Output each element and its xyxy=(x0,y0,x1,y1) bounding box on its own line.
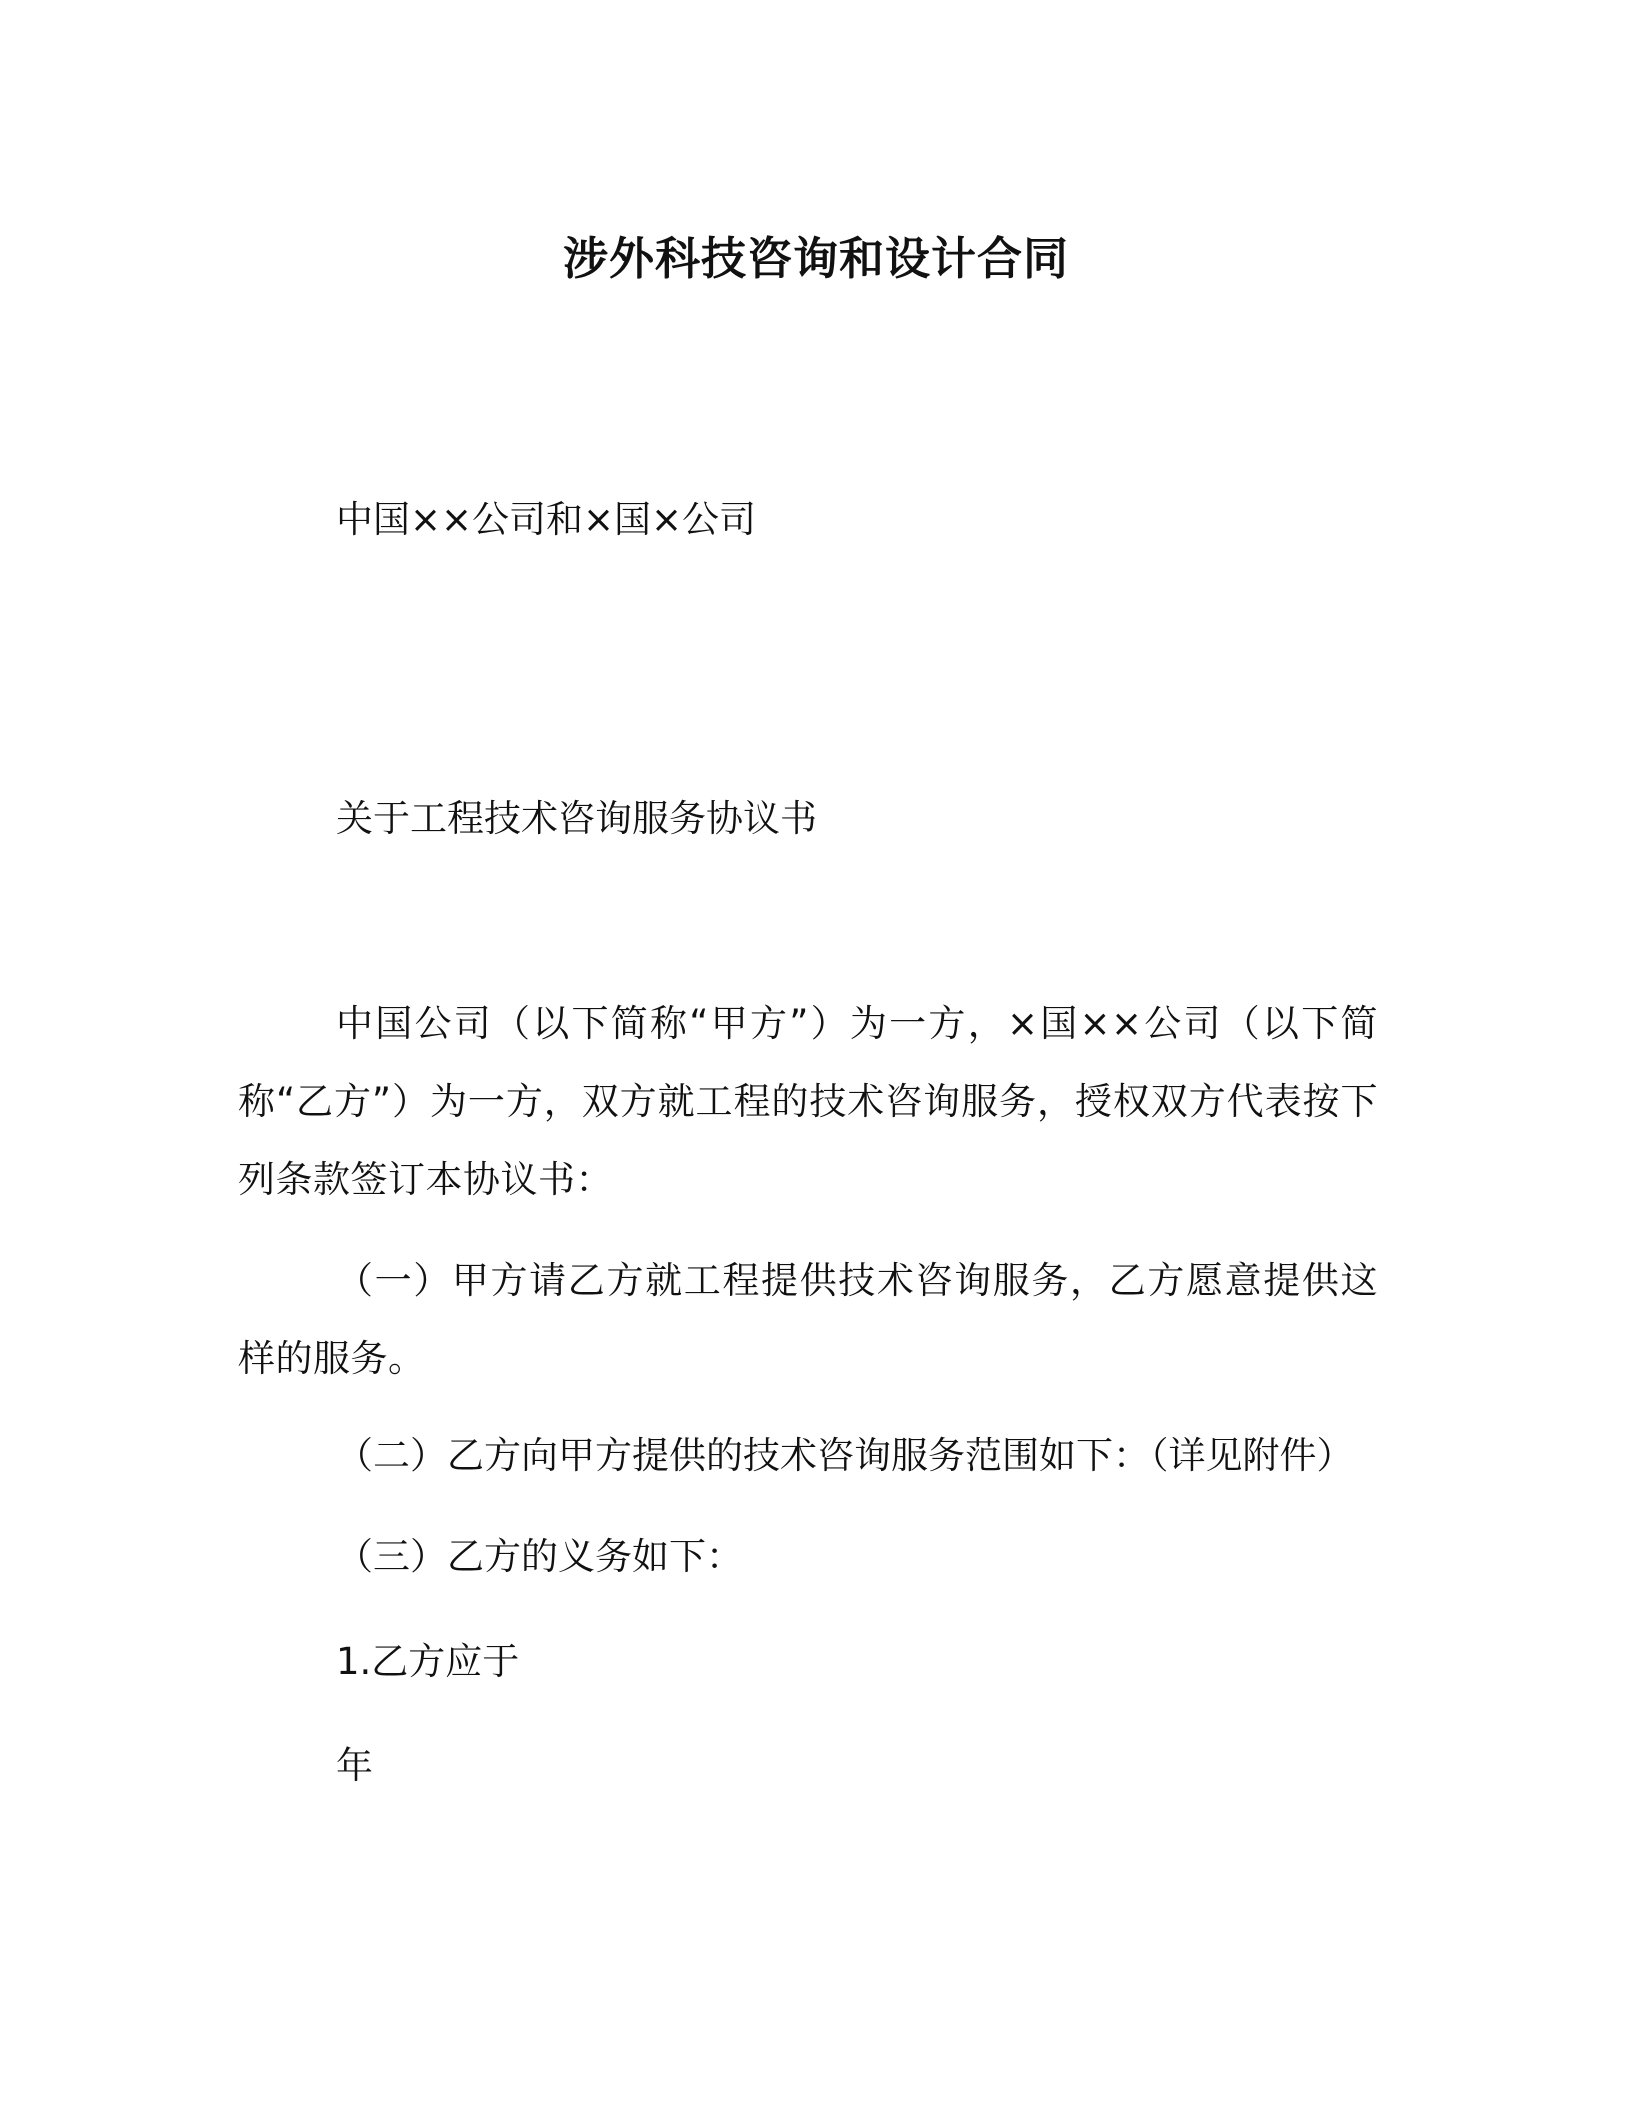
document-title: 涉外科技咨询和设计合同 xyxy=(562,232,1069,285)
clause-3-paragraph: （三）乙方的义务如下： xyxy=(336,1535,743,1578)
item-1-text: 1.乙方应于 xyxy=(336,1640,520,1683)
preamble-paragraph: 中国公司（以下简称“甲方”）为一方，×国××公司（以下简称“乙方”）为一方，双方就工程的技术咨询服务，授权双方代表按下列条款签订本协议书： xyxy=(238,1002,1378,1201)
clause-1-paragraph: （一）甲方请乙方就工程提供技术咨询服务，乙方愿意提供这样的服务。 xyxy=(238,1259,1378,1380)
agreement-title: 关于工程技术咨询服务协议书 xyxy=(336,797,817,840)
item-year-text: 年 xyxy=(336,1744,373,1787)
clause-2-paragraph: （二）乙方向甲方提供的技术咨询服务范围如下：（详见附件） xyxy=(336,1434,1354,1477)
parties-line: 中国××公司和×国×公司 xyxy=(336,498,757,541)
